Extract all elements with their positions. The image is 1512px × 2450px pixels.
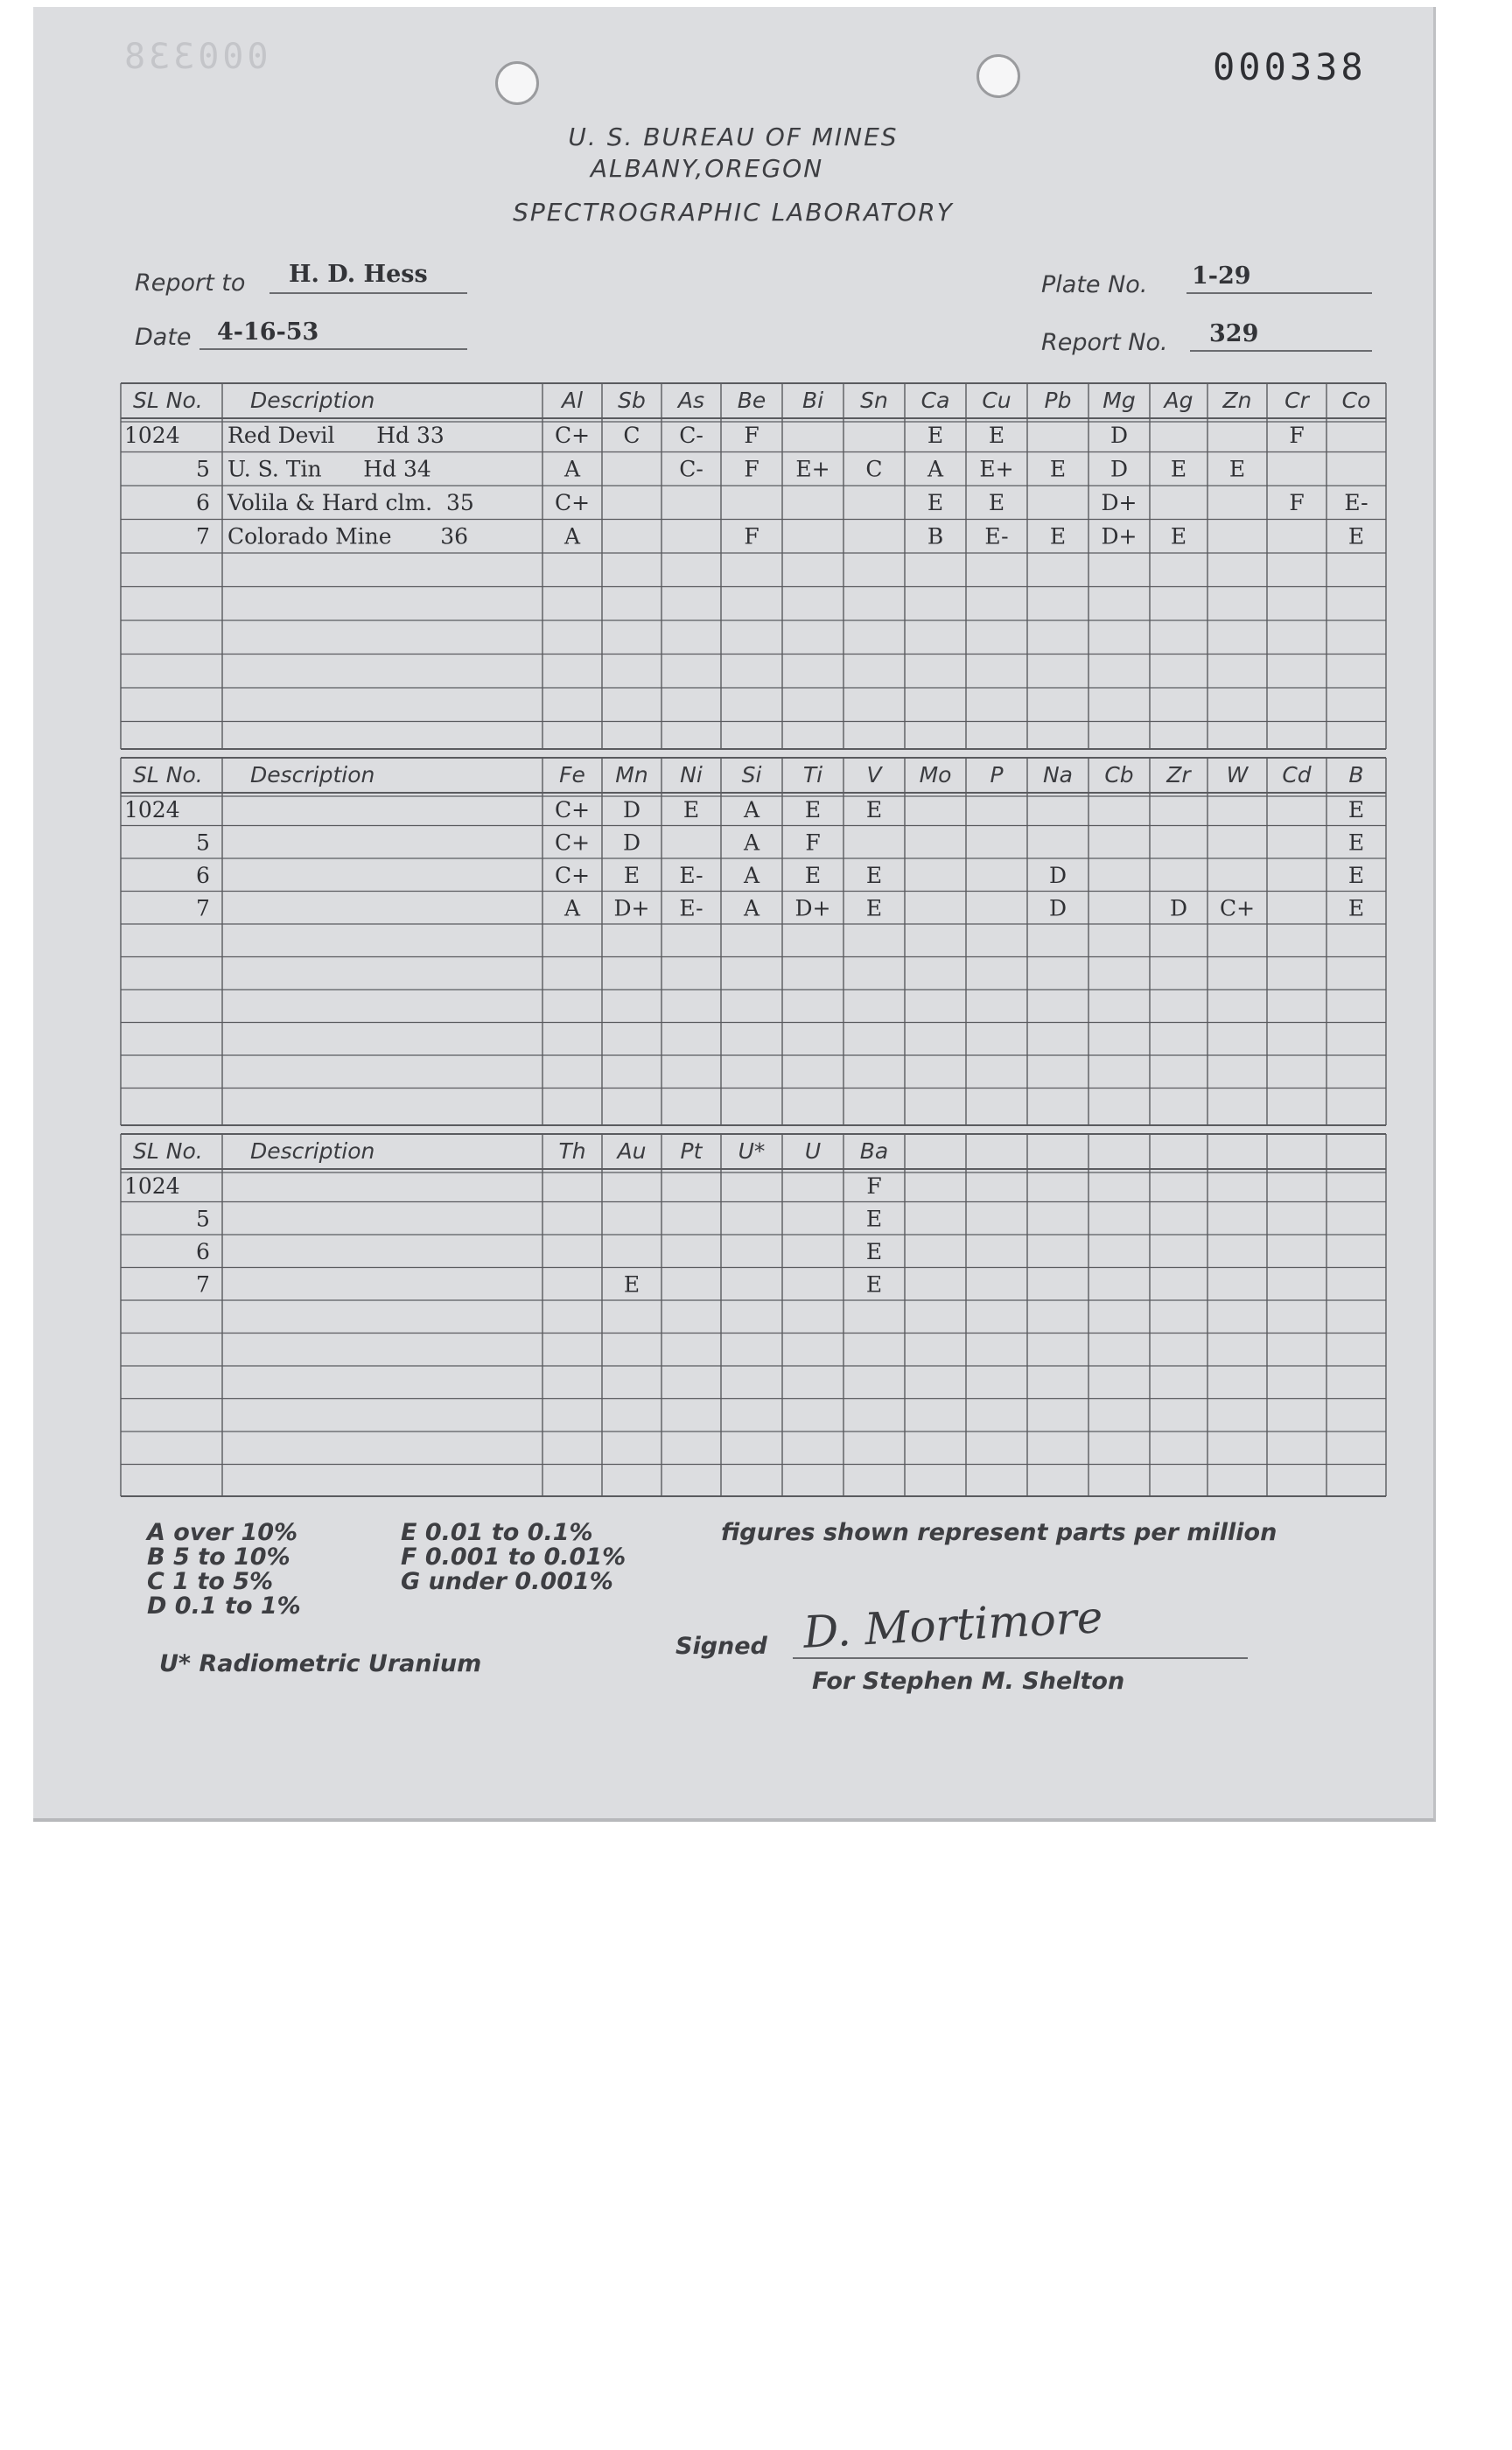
- sample-description: U. S. Tin Hd 34: [228, 456, 431, 482]
- column-header: Ni: [680, 762, 703, 788]
- report-to-value: H. D. Hess: [289, 261, 428, 288]
- column-header: Th: [558, 1138, 586, 1164]
- plate-label: Plate No.: [1041, 271, 1148, 298]
- element-grade: D+: [613, 895, 650, 921]
- element-grade: D: [1110, 456, 1129, 482]
- sample-number: 1024: [124, 1173, 180, 1199]
- column-header: Zr: [1166, 762, 1191, 788]
- element-grade: E+: [979, 456, 1014, 482]
- column-header: V: [866, 762, 882, 788]
- element-grade: F: [744, 423, 760, 448]
- element-grade: B: [927, 523, 944, 550]
- element-grade: A: [743, 797, 760, 822]
- element-grade: E: [1348, 523, 1365, 550]
- element-grade: E: [623, 863, 640, 888]
- element-grade: D+: [1101, 523, 1138, 550]
- element-grade: D: [1048, 863, 1068, 888]
- element-grade: A: [743, 895, 760, 921]
- sample-number: 1024: [124, 797, 180, 822]
- element-grade: A: [564, 456, 581, 482]
- column-header: Pb: [1044, 388, 1072, 413]
- date-label: Date: [135, 324, 192, 351]
- sample-description: Red Devil Hd 33: [228, 423, 444, 448]
- column-header: Na: [1042, 762, 1074, 788]
- element-grade: E: [1348, 863, 1365, 888]
- element-grade: F: [744, 456, 760, 482]
- column-header: P: [990, 762, 1004, 788]
- element-grade: D: [622, 797, 641, 822]
- column-header: Sn: [860, 388, 888, 413]
- element-grade: F: [1289, 490, 1305, 515]
- report-no-label: Report No.: [1041, 329, 1168, 356]
- column-header: Ag: [1164, 388, 1194, 413]
- element-grade: A: [564, 523, 581, 550]
- legend-a: A over 10%: [147, 1519, 298, 1546]
- element-grade: C-: [679, 456, 704, 482]
- element-grade: E: [927, 423, 944, 448]
- column-header: B: [1348, 762, 1364, 788]
- legend-g: G under 0.001%: [401, 1568, 613, 1595]
- element-grade: D: [1169, 895, 1188, 921]
- sample-number: 7: [196, 895, 210, 921]
- element-grade: D+: [794, 895, 831, 921]
- element-grade: A: [927, 456, 944, 482]
- column-header: Cd: [1282, 762, 1312, 788]
- agency-location: ALBANY,OREGON: [590, 154, 824, 183]
- element-grade: E: [682, 797, 700, 822]
- column-header: U: [804, 1138, 822, 1164]
- element-grade: A: [743, 863, 760, 888]
- sample-number: 6: [196, 1239, 210, 1264]
- element-grade: E: [1348, 797, 1365, 822]
- plate-value: 1-29: [1192, 262, 1251, 290]
- element-grade: E: [865, 895, 883, 921]
- element-grade: C+: [554, 863, 591, 888]
- units-note: figures shown represent parts per million: [721, 1519, 1278, 1546]
- element-grade: E-: [984, 523, 1009, 550]
- bleed-through-number: 000338: [121, 37, 269, 77]
- element-grade: E: [1170, 523, 1187, 550]
- column-header: SL No.: [133, 762, 203, 788]
- column-header: SL No.: [133, 1138, 203, 1164]
- element-grade: F: [744, 523, 760, 550]
- column-header: Description: [250, 1138, 375, 1164]
- column-header: Pt: [680, 1138, 703, 1164]
- column-header: Zn: [1222, 388, 1252, 413]
- element-grade: D+: [1101, 490, 1138, 515]
- element-grade: C+: [554, 423, 591, 448]
- column-header: Al: [561, 388, 584, 413]
- sample-number: 7: [196, 1271, 210, 1298]
- column-header: Be: [737, 388, 766, 413]
- legend-c: C 1 to 5%: [147, 1568, 274, 1595]
- column-header: Au: [617, 1138, 647, 1164]
- column-header: Mn: [615, 762, 648, 788]
- report-to-label: Report to: [135, 270, 246, 297]
- element-grade: E: [623, 1271, 640, 1298]
- element-grade: C+: [1219, 895, 1256, 921]
- date-value: 4-16-53: [217, 318, 319, 346]
- element-grade: C: [865, 456, 883, 482]
- legend-f: F 0.001 to 0.01%: [401, 1544, 626, 1571]
- element-grade: E: [804, 797, 822, 822]
- column-header: Sb: [618, 388, 646, 413]
- sample-number: 6: [196, 490, 210, 515]
- column-header: SL No.: [133, 388, 203, 413]
- column-header: Mg: [1102, 388, 1136, 413]
- element-grade: F: [805, 830, 821, 856]
- column-header: Ti: [802, 762, 823, 788]
- column-header: Bi: [802, 388, 824, 413]
- column-header: Description: [250, 388, 375, 413]
- column-header: Mo: [919, 762, 952, 788]
- sample-description: Colorado Mine 36: [228, 523, 469, 550]
- sample-number: 7: [196, 523, 210, 550]
- column-header: Cr: [1284, 388, 1309, 413]
- element-grade: E: [1049, 456, 1067, 482]
- element-grade: C: [623, 423, 640, 448]
- signed-for: For Stephen M. Shelton: [812, 1668, 1125, 1695]
- element-grade: E-: [1344, 490, 1368, 515]
- element-grade: E: [865, 863, 883, 888]
- element-grade: E: [865, 1271, 883, 1298]
- element-grade: E: [927, 490, 944, 515]
- element-grade: C+: [554, 830, 591, 856]
- sample-number: 1024: [124, 423, 180, 448]
- element-grade: E: [865, 797, 883, 822]
- column-header: Ba: [859, 1138, 889, 1164]
- element-grade: A: [743, 830, 760, 856]
- sample-number: 6: [196, 863, 210, 888]
- element-grade: E+: [795, 456, 830, 482]
- report-sheet: [33, 7, 1436, 1822]
- signed-label: Signed: [676, 1633, 767, 1660]
- legend-e: E 0.01 to 0.1%: [401, 1519, 593, 1546]
- legend-d: D 0.1 to 1%: [147, 1592, 301, 1620]
- element-grade: E: [865, 1239, 883, 1264]
- document-number: 000338: [1213, 46, 1367, 88]
- radiometric-note: U* Radiometric Uranium: [159, 1650, 482, 1677]
- signature: D. Mortimore: [802, 1592, 1104, 1658]
- column-header: Cb: [1104, 762, 1134, 788]
- element-grade: E: [1228, 456, 1246, 482]
- sample-number: 5: [196, 1206, 210, 1232]
- element-grade: F: [866, 1173, 882, 1199]
- element-grade: C-: [679, 423, 704, 448]
- element-grade: E: [1049, 523, 1067, 550]
- element-grade: E: [865, 1206, 883, 1232]
- column-header: U*: [738, 1138, 766, 1164]
- element-grade: D: [1110, 423, 1129, 448]
- column-header: W: [1226, 762, 1249, 788]
- element-grade: C+: [554, 490, 591, 515]
- column-header: Ca: [920, 388, 950, 413]
- column-header: Co: [1341, 388, 1371, 413]
- element-grade: E: [1170, 456, 1187, 482]
- element-grade: E: [1348, 895, 1365, 921]
- report-no-value: 329: [1209, 320, 1259, 347]
- element-grade: D: [622, 830, 641, 856]
- element-grade: E-: [679, 895, 704, 921]
- element-grade: A: [564, 895, 581, 921]
- column-header: Si: [741, 762, 762, 788]
- element-grade: E: [988, 490, 1005, 515]
- agency-title: U. S. BUREAU OF MINES: [568, 122, 899, 151]
- sample-number: 5: [196, 830, 210, 856]
- column-header: Cu: [982, 388, 1012, 413]
- lab-title: SPECTROGRAPHIC LABORATORY: [513, 198, 954, 227]
- element-grade: E: [988, 423, 1005, 448]
- legend-b: B 5 to 10%: [147, 1544, 290, 1571]
- element-grade: E-: [679, 863, 704, 888]
- element-grade: F: [1289, 423, 1305, 448]
- element-grade: E: [804, 863, 822, 888]
- column-header: As: [677, 388, 705, 413]
- sample-number: 5: [196, 456, 210, 482]
- column-header: Fe: [559, 762, 585, 788]
- element-grade: D: [1048, 895, 1068, 921]
- sample-description: Volila & Hard clm. 35: [228, 490, 474, 515]
- element-grade: C+: [554, 797, 591, 822]
- element-grade: E: [1348, 830, 1365, 856]
- column-header: Description: [250, 762, 375, 788]
